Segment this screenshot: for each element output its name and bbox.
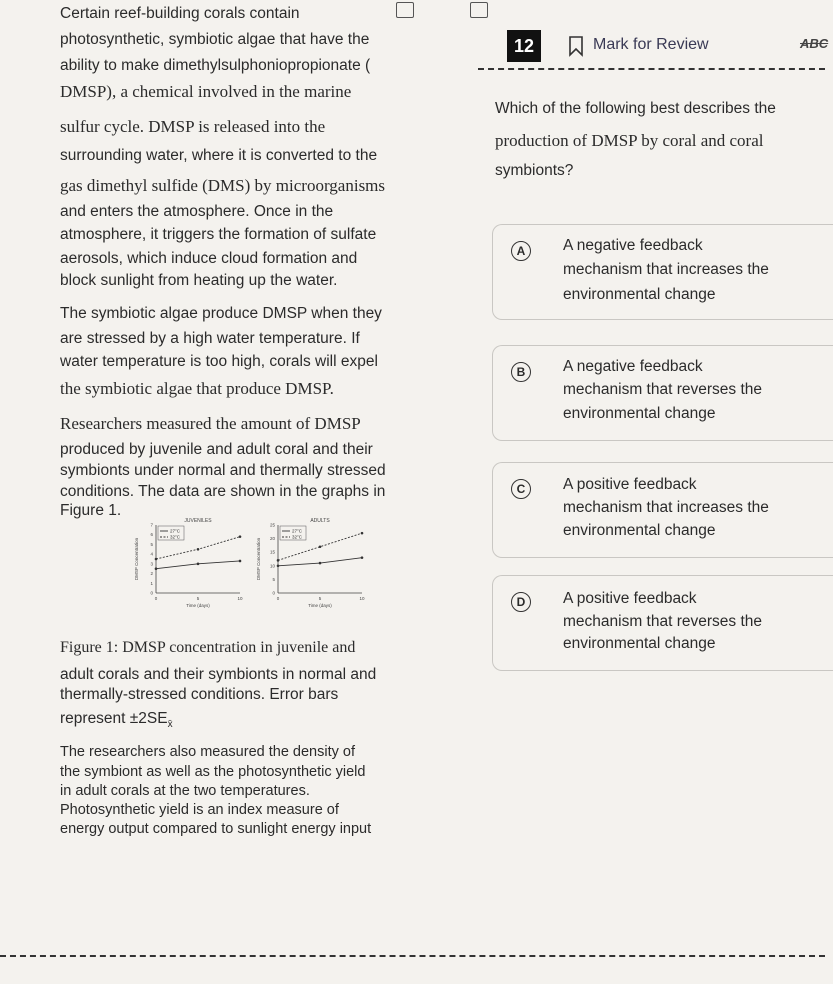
y-tick-label: 15 — [269, 549, 275, 555]
caption-line: adult corals and their symbionts in normal and — [60, 666, 377, 683]
choice-text: A negative feedback — [563, 237, 703, 254]
y-tick-label: 25 — [269, 522, 275, 528]
x-axis-label: Time (days) — [308, 603, 332, 608]
choice-d[interactable] — [492, 575, 833, 671]
choice-text: mechanism that increases the — [563, 499, 769, 516]
y-axis-label: DMSP Concentration — [256, 537, 261, 581]
y-tick-label: 7 — [150, 522, 153, 528]
y-tick-label: 1 — [150, 580, 153, 586]
data-point — [239, 560, 242, 563]
chart-title: ADULTS — [310, 518, 330, 524]
passage-line: sulfur cycle. DMSP is released into the — [60, 117, 326, 136]
passage-line: the symbiont as well as the photosynthetic yield — [60, 764, 366, 780]
choice-text: mechanism that increases the — [563, 261, 769, 278]
legend-label: 27°C — [292, 528, 303, 534]
data-point — [361, 556, 364, 559]
y-tick-label: 4 — [150, 551, 153, 557]
y-tick-label: 3 — [150, 561, 153, 567]
choice-text: A positive feedback — [563, 476, 697, 493]
passage-line: gas dimethyl sulfide (DMS) by microorganisms — [60, 176, 386, 195]
passage-line: and enters the atmosphere. Once in the — [60, 203, 334, 220]
choice-letter: C — [511, 479, 531, 499]
data-point — [319, 545, 322, 548]
y-tick-label: 0 — [150, 590, 153, 596]
choice-text: A negative feedback — [563, 358, 703, 375]
data-point — [155, 558, 158, 561]
x-tick-label: 10 — [237, 596, 243, 601]
legend-label: 32°C — [292, 534, 303, 540]
choice-c[interactable] — [492, 462, 833, 558]
x-tick-label: 5 — [318, 596, 322, 601]
choice-letter: B — [511, 362, 531, 382]
passage-line: photosynthetic, symbiotic algae that have the — [60, 31, 370, 48]
question-stem: symbionts? — [495, 162, 574, 179]
x-tick-label: 0 — [276, 596, 280, 601]
y-axis-label: DMSP Concentration — [134, 537, 139, 581]
passage-line: the symbiotic algae that produce DMSP. — [60, 379, 334, 398]
question-stem: production of DMSP by coral and coral — [495, 131, 764, 150]
passage-line: Researchers measured the amount of DMSP — [60, 414, 361, 433]
y-tick-label: 5 — [150, 541, 153, 547]
passage-line: Certain reef-building corals contain — [60, 5, 300, 22]
passage-line: The researchers also measured the density of — [60, 744, 355, 760]
choice-a[interactable] — [492, 224, 833, 320]
passage-line: aerosols, which induce cloud formation and — [60, 250, 358, 267]
question-stem: Which of the following best describes the — [495, 100, 776, 117]
series-line — [278, 558, 362, 566]
bookmark-icon[interactable] — [569, 36, 583, 56]
passage-line: Figure 1. — [60, 502, 122, 519]
passage-line: Photosynthetic yield is an index measure of — [60, 802, 339, 818]
data-point — [277, 559, 280, 562]
question-number: 12 — [507, 30, 541, 62]
calculator-icon[interactable] — [396, 2, 414, 18]
x-tick-label: 10 — [359, 596, 365, 601]
data-point — [155, 567, 158, 570]
data-point — [197, 563, 200, 566]
legend-label: 32°C — [170, 534, 181, 540]
x-tick-label: 0 — [154, 596, 158, 601]
choice-text: environmental change — [563, 286, 716, 303]
passage-line: The symbiotic algae produce DMSP when they — [60, 305, 382, 322]
caption-line: Figure 1: DMSP concentration in juvenile and — [60, 639, 356, 656]
x-axis-label: Time (days) — [186, 603, 210, 608]
passage-line: in adult corals at the two temperatures. — [60, 783, 310, 799]
header-divider — [478, 68, 825, 70]
y-tick-label: 2 — [150, 571, 153, 577]
caption-line: thermally-stressed conditions. Error bars — [60, 686, 339, 703]
y-tick-label: 0 — [272, 590, 275, 596]
choice-text: environmental change — [563, 635, 716, 652]
data-point — [361, 532, 364, 535]
choice-letter: D — [511, 592, 531, 612]
data-point — [239, 535, 242, 538]
passage-line: produced by juvenile and adult coral and their — [60, 441, 373, 458]
divider — [0, 955, 825, 957]
y-tick-label: 5 — [272, 576, 275, 582]
data-point — [197, 548, 200, 551]
passage-line: are stressed by a high water temperature. If — [60, 330, 360, 347]
mark-for-review-button[interactable]: Mark for Review — [593, 36, 709, 53]
juveniles-chart — [128, 515, 253, 615]
adults-chart — [250, 515, 375, 615]
caption-subscript: x̄ — [167, 719, 173, 731]
choice-letter: A — [511, 241, 531, 261]
caption-line: represent $\pm 2SE_{x̄}$ — [60, 710, 173, 731]
passage-line: ability to make dimethylsulphoniopropionate ( — [60, 57, 371, 74]
choice-text: environmental change — [563, 405, 716, 422]
y-tick-label: 20 — [269, 536, 275, 542]
passage-line: symbionts under normal and thermally stressed — [60, 462, 386, 479]
abc-eliminator-button[interactable]: ABC — [800, 36, 829, 51]
reference-icon[interactable] — [470, 2, 488, 18]
passage-line: water temperature is too high, corals will expel — [60, 353, 378, 370]
y-tick-label: 10 — [269, 563, 275, 569]
choice-text: environmental change — [563, 522, 716, 539]
legend-label: 27°C — [170, 528, 181, 534]
passage-line: conditions. The data are shown in the graphs in — [60, 483, 386, 500]
choice-text: mechanism that reverses the — [563, 381, 763, 398]
data-point — [319, 562, 322, 565]
y-tick-label: 6 — [150, 532, 153, 538]
x-tick-label: 5 — [196, 596, 200, 601]
passage-line: energy output compared to sunlight energy input — [60, 821, 372, 837]
choice-text: A positive feedback — [563, 590, 697, 607]
passage-line: block sunlight from heating up the water. — [60, 272, 338, 289]
passage-line: DMSP), a chemical involved in the marine — [60, 82, 352, 101]
choice-text: mechanism that reverses the — [563, 613, 763, 630]
data-point — [277, 565, 280, 568]
question-header — [475, 28, 829, 66]
chart-title: JUVENILES — [184, 518, 212, 524]
passage-line: surrounding water, where it is converted to the — [60, 147, 378, 164]
passage-line: atmosphere, it triggers the formation of sulfate — [60, 226, 377, 243]
choice-b[interactable] — [492, 345, 833, 441]
